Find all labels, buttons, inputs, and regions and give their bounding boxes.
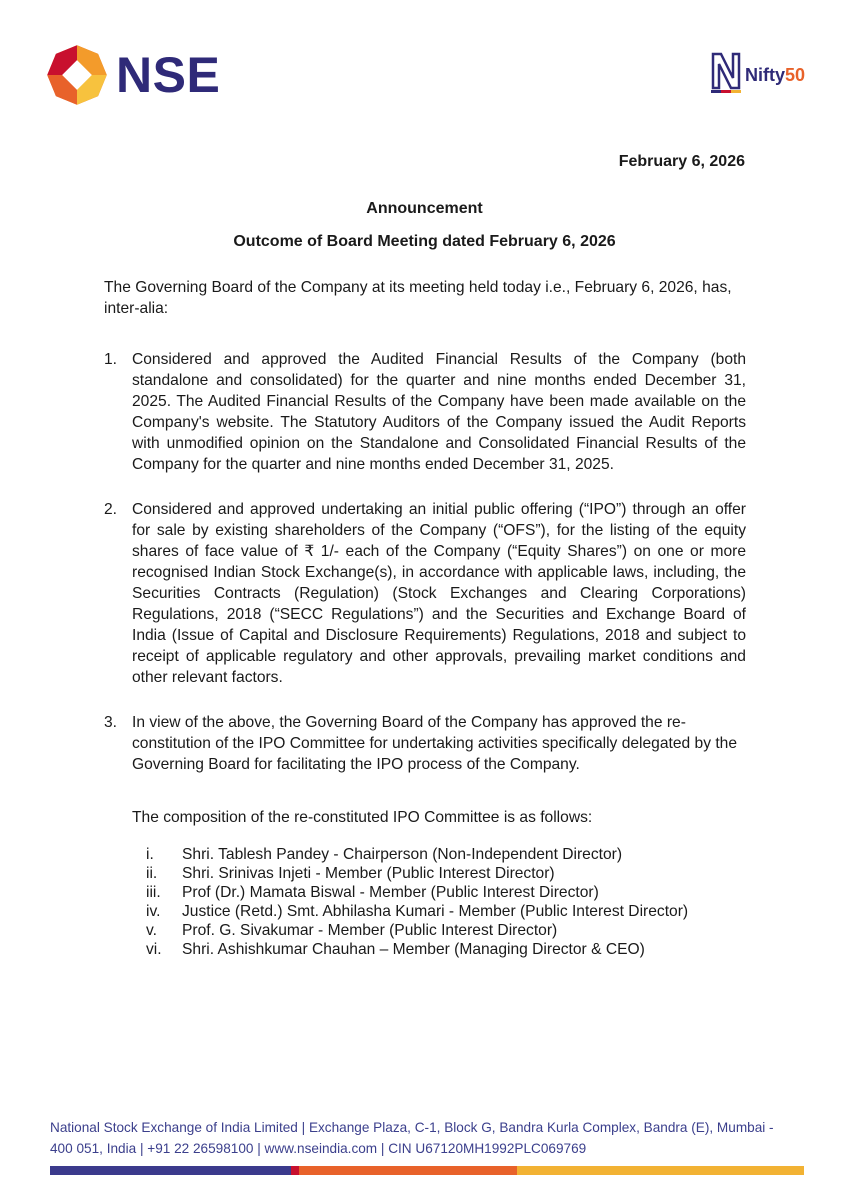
nifty-n-icon <box>709 48 743 94</box>
footer-line-1: National Stock Exchange of India Limited | Exchange Plaza, C-1, Block G, Bandra Kurla Complex, Bandra (E), Mumbai - <box>50 1120 774 1135</box>
nifty-wordmark <box>745 65 805 86</box>
member-item <box>132 845 746 864</box>
letterhead <box>46 40 805 112</box>
member-text: Shri. Tablesh Pandey - Chairperson (Non-Independent Director) <box>182 846 623 863</box>
member-item <box>132 902 746 921</box>
member-numeral: iii. <box>146 884 161 901</box>
member-item <box>132 921 746 940</box>
item-text: In view of the above, the Governing Board of the Company has approved the re-constitution of the IPO Committee for undertaking activities specifically delegated by the Governing Board for facilitating the IPO process of the Company. <box>132 714 738 773</box>
composition-intro: The composition of the re-constituted IPO Committee is as follows: <box>132 809 593 826</box>
member-numeral: ii. <box>146 865 158 882</box>
member-text: Shri. Ashishkumar Chauhan – Member (Managing Director & CEO) <box>182 941 645 958</box>
item-body <box>132 712 746 959</box>
item-text: Considered and approved the Audited Financial Results of the Company (both standalone and consolidated) for the quarter and nine months ended December 31, 2025. The Audited Financial Results of the Company have been made available on the Company's website. The Statutory Auditors of the Company issued the Audit Reports with unmodified opinion on the Standalone and Consolidated Financial Results of the Company for the quarter and nine months ended December 31, 2025. <box>132 351 746 473</box>
member-text: Prof (Dr.) Mamata Biswal - Member (Public Interest Director) <box>182 884 599 901</box>
member-text: Shri. Srinivas Injeti - Member (Public Interest Director) <box>182 865 555 882</box>
nse-logo-icon <box>46 44 108 106</box>
nse-wordmark: NSE <box>116 47 221 103</box>
footer-color-bar <box>50 1166 804 1175</box>
member-numeral: v. <box>146 922 157 939</box>
document-date: February 6, 2026 <box>618 153 745 170</box>
member-item <box>132 883 746 902</box>
member-item <box>132 864 746 883</box>
nifty50-logo <box>709 48 805 94</box>
list-item <box>104 349 746 475</box>
member-text: Justice (Retd.) Smt. Abhilasha Kumari - Member (Public Interest Director) <box>182 903 689 920</box>
committee-members-list <box>132 845 746 959</box>
member-item <box>132 940 746 959</box>
bar-segment-red <box>291 1166 299 1175</box>
footer-line-2: 400 051, India | +91 22 26598100 | www.nseindia.com | CIN U67120MH1992PLC069769 <box>50 1141 587 1156</box>
bar-segment-yellow <box>517 1166 804 1175</box>
document-title: Announcement <box>366 200 483 217</box>
item-text: Considered and approved undertaking an initial public offering (“IPO”) through an offer for sale by existing shareholders of the Company (“OFS”), for the listing of the equity shares of face value of ₹ 1/- each of the Company (“Equity Shares”) on one or more recognised Indian Stock Exchange(s), in accordance with applicable laws, including, the Securities Contracts (Regulation) (Stock Exchanges and Clearing Corporations) Regulations, 2018 (“SECC Regulations”) and the Securities and Exchange Board of India (Issue of Capital and Disclosure Requirements) Regulations, 2018 and subject to receipt of applicable regulatory and other approvals, prevailing market conditions and other relevant factors. <box>132 501 746 686</box>
item-number: 2. <box>104 501 118 518</box>
member-numeral: i. <box>146 846 154 863</box>
nse-logo <box>46 44 220 106</box>
member-text: Prof. G. Sivakumar - Member (Public Interest Director) <box>182 922 558 939</box>
item-number: 3. <box>104 714 118 731</box>
member-numeral: iv. <box>146 903 161 920</box>
document-body <box>104 277 746 983</box>
bar-segment-navy <box>50 1166 291 1175</box>
nifty-word: Nifty <box>744 65 785 85</box>
item-number: 1. <box>104 351 118 368</box>
footer-address <box>50 1117 810 1159</box>
bar-segment-orange <box>299 1166 518 1175</box>
member-numeral: vi. <box>146 941 162 958</box>
list-item <box>104 499 746 688</box>
list-item <box>104 712 746 959</box>
nifty-number: 50 <box>784 65 805 85</box>
intro-paragraph: The Governing Board of the Company at its meeting held today i.e., February 6, 2026, has, inter-alia: <box>104 279 732 317</box>
document-subtitle: Outcome of Board Meeting dated February 6, 2026 <box>233 233 616 250</box>
